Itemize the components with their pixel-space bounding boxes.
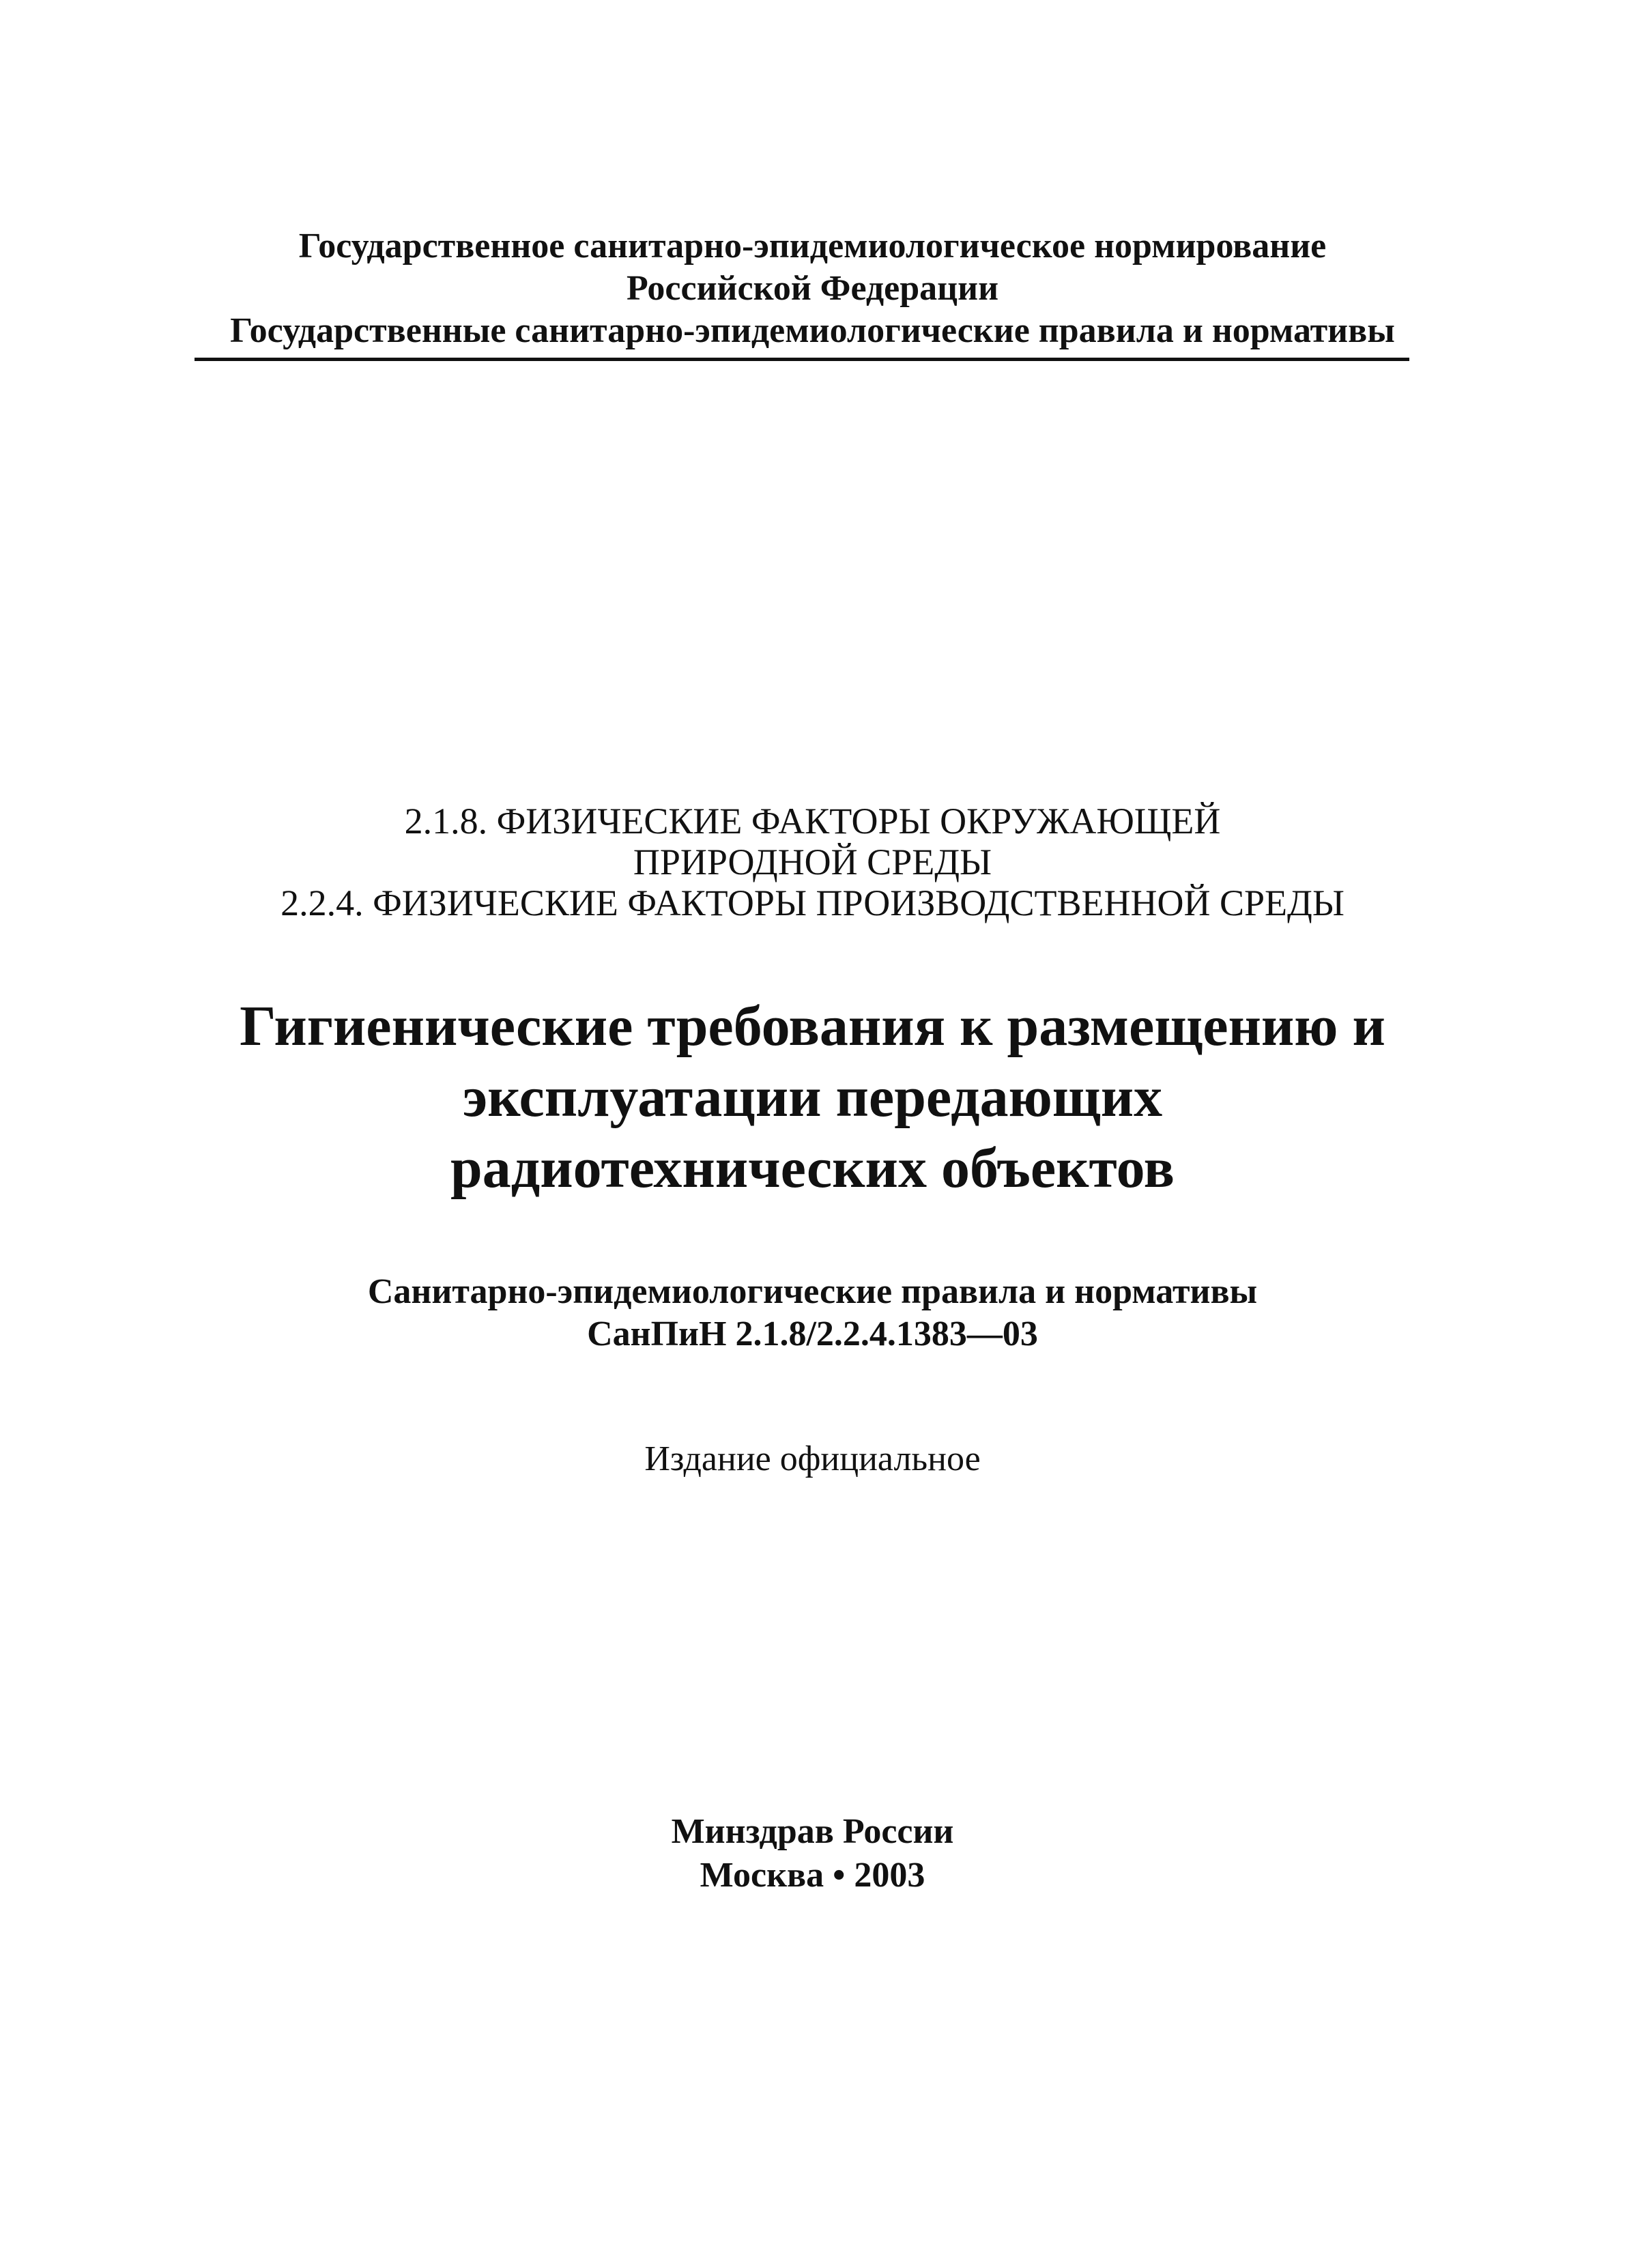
subtitle-line-1: Санитарно-эпидемиологические правила и нормативы: [367, 1272, 1258, 1311]
header-line-1: Государственное санитарно-эпидемиологическое нормирование: [298, 227, 1327, 265]
header-divider: [195, 358, 1409, 361]
edition-text: Издание официальное: [644, 1439, 981, 1478]
document-title: [0, 991, 1625, 1204]
document-header: [0, 225, 1625, 352]
publisher-info: [0, 1810, 1625, 1897]
edition-note: [0, 1439, 1625, 1480]
section-codes: [0, 801, 1625, 923]
header-line-2: Российской Федерации: [626, 269, 999, 308]
document-subtitle: [0, 1271, 1625, 1355]
title-line-2: эксплуатации передающих: [462, 1065, 1163, 1129]
section-line-3: 2.2.4. ФИЗИЧЕСКИЕ ФАКТОРЫ ПРОИЗВОДСТВЕННОЙ СРЕДЫ: [281, 882, 1344, 923]
header-line-3: Государственные санитарно-эпидемиологические правила и нормативы: [230, 311, 1395, 350]
section-line-1: 2.1.8. ФИЗИЧЕСКИЕ ФАКТОРЫ ОКРУЖАЮЩЕЙ: [404, 801, 1221, 842]
publisher-city-year: Москва • 2003: [700, 1856, 925, 1895]
title-line-1: Гигиенические требования к размещению и: [240, 994, 1385, 1058]
title-line-3: радиотехнических объектов: [450, 1136, 1175, 1200]
subtitle-line-2: СанПиН 2.1.8/2.2.4.1383—03: [587, 1315, 1038, 1353]
publisher-name: Минздрав России: [671, 1812, 954, 1851]
section-line-2: ПРИРОДНОЙ СРЕДЫ: [633, 842, 992, 882]
